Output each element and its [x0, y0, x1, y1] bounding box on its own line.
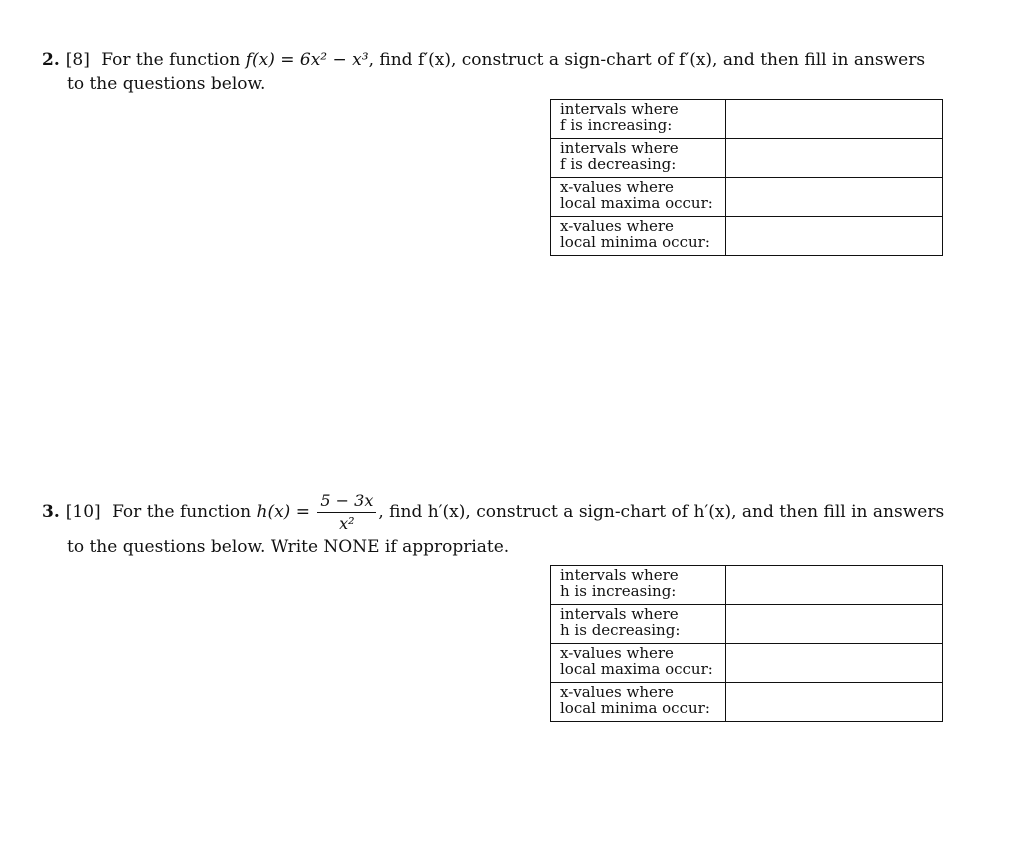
row-label: [551, 178, 726, 217]
row-label: [551, 566, 726, 605]
row-label-line2: local minima occur:: [560, 233, 710, 251]
row-label-line2: local maxima occur:: [560, 660, 713, 678]
row-label-line2: h is increasing:: [560, 582, 677, 600]
answer-cell-f-local-minima[interactable]: [726, 217, 943, 256]
table-row: [551, 566, 943, 605]
row-label-line1: intervals where: [560, 605, 679, 623]
row-label-line1: intervals where: [560, 566, 679, 584]
problem-2-statement-line1: [42, 48, 942, 72]
table-row: [551, 644, 943, 683]
problem-3-tail: , find h′(x), construct a sign-chart of h′(x), and then fill in answers: [378, 502, 945, 522]
problem-2-statement-line2: to the questions below.: [67, 74, 266, 94]
problem-3-lead: For the function: [112, 502, 252, 522]
row-label-line1: intervals where: [560, 100, 679, 118]
problem-3-points: [10]: [65, 502, 101, 522]
row-label-line2: f is decreasing:: [560, 155, 677, 173]
problem-3: [42, 490, 945, 559]
answer-cell-h-decreasing[interactable]: [726, 605, 943, 644]
problem-2-answer-table: [550, 99, 943, 256]
row-label: [551, 644, 726, 683]
problem-2-lead: For the function: [101, 50, 241, 70]
row-label-line1: intervals where: [560, 139, 679, 157]
answer-cell-f-local-maxima[interactable]: [726, 178, 943, 217]
row-label-line1: x-values where: [560, 644, 674, 662]
table-row: [551, 178, 943, 217]
table-row: [551, 217, 943, 256]
answer-cell-h-increasing[interactable]: [726, 566, 943, 605]
table-row: [551, 100, 943, 139]
row-label-line2: local minima occur:: [560, 699, 710, 717]
problem-3-statement-line1: [42, 490, 945, 535]
problem-2-points: [8]: [65, 50, 90, 70]
problem-3-answer-table: [550, 565, 943, 722]
row-label-line2: f is increasing:: [560, 116, 673, 134]
problem-3-number: 3.: [42, 502, 60, 522]
problem-3-function-name: h(x) =: [256, 502, 310, 522]
problem-3-fraction: [317, 490, 376, 535]
fraction-numerator: 5 − 3x: [317, 490, 376, 513]
table-row: [551, 139, 943, 178]
table-row: [551, 605, 943, 644]
answer-cell-h-local-maxima[interactable]: [726, 644, 943, 683]
row-label: [551, 683, 726, 722]
fraction-denominator: x²: [339, 514, 355, 533]
problem-2-tail: , find f′(x), construct a sign-chart of f′(x), and then fill in answers: [368, 50, 926, 70]
row-label-line1: x-values where: [560, 683, 674, 701]
problem-3-statement-line2: to the questions below. Write NONE if appropriate.: [67, 537, 510, 557]
row-label-line2: h is decreasing:: [560, 621, 681, 639]
answer-cell-f-decreasing[interactable]: [726, 139, 943, 178]
row-label: [551, 139, 726, 178]
problem-2: [42, 48, 942, 96]
problem-2-number: 2.: [42, 50, 60, 70]
answer-cell-h-local-minima[interactable]: [726, 683, 943, 722]
row-label-line2: local maxima occur:: [560, 194, 713, 212]
row-label-line1: x-values where: [560, 178, 674, 196]
row-label-line1: x-values where: [560, 217, 674, 235]
answer-cell-f-increasing[interactable]: [726, 100, 943, 139]
row-label: [551, 605, 726, 644]
table-row: [551, 683, 943, 722]
row-label: [551, 100, 726, 139]
row-label: [551, 217, 726, 256]
problem-2-function: f(x) = 6x² − x³: [245, 50, 369, 70]
